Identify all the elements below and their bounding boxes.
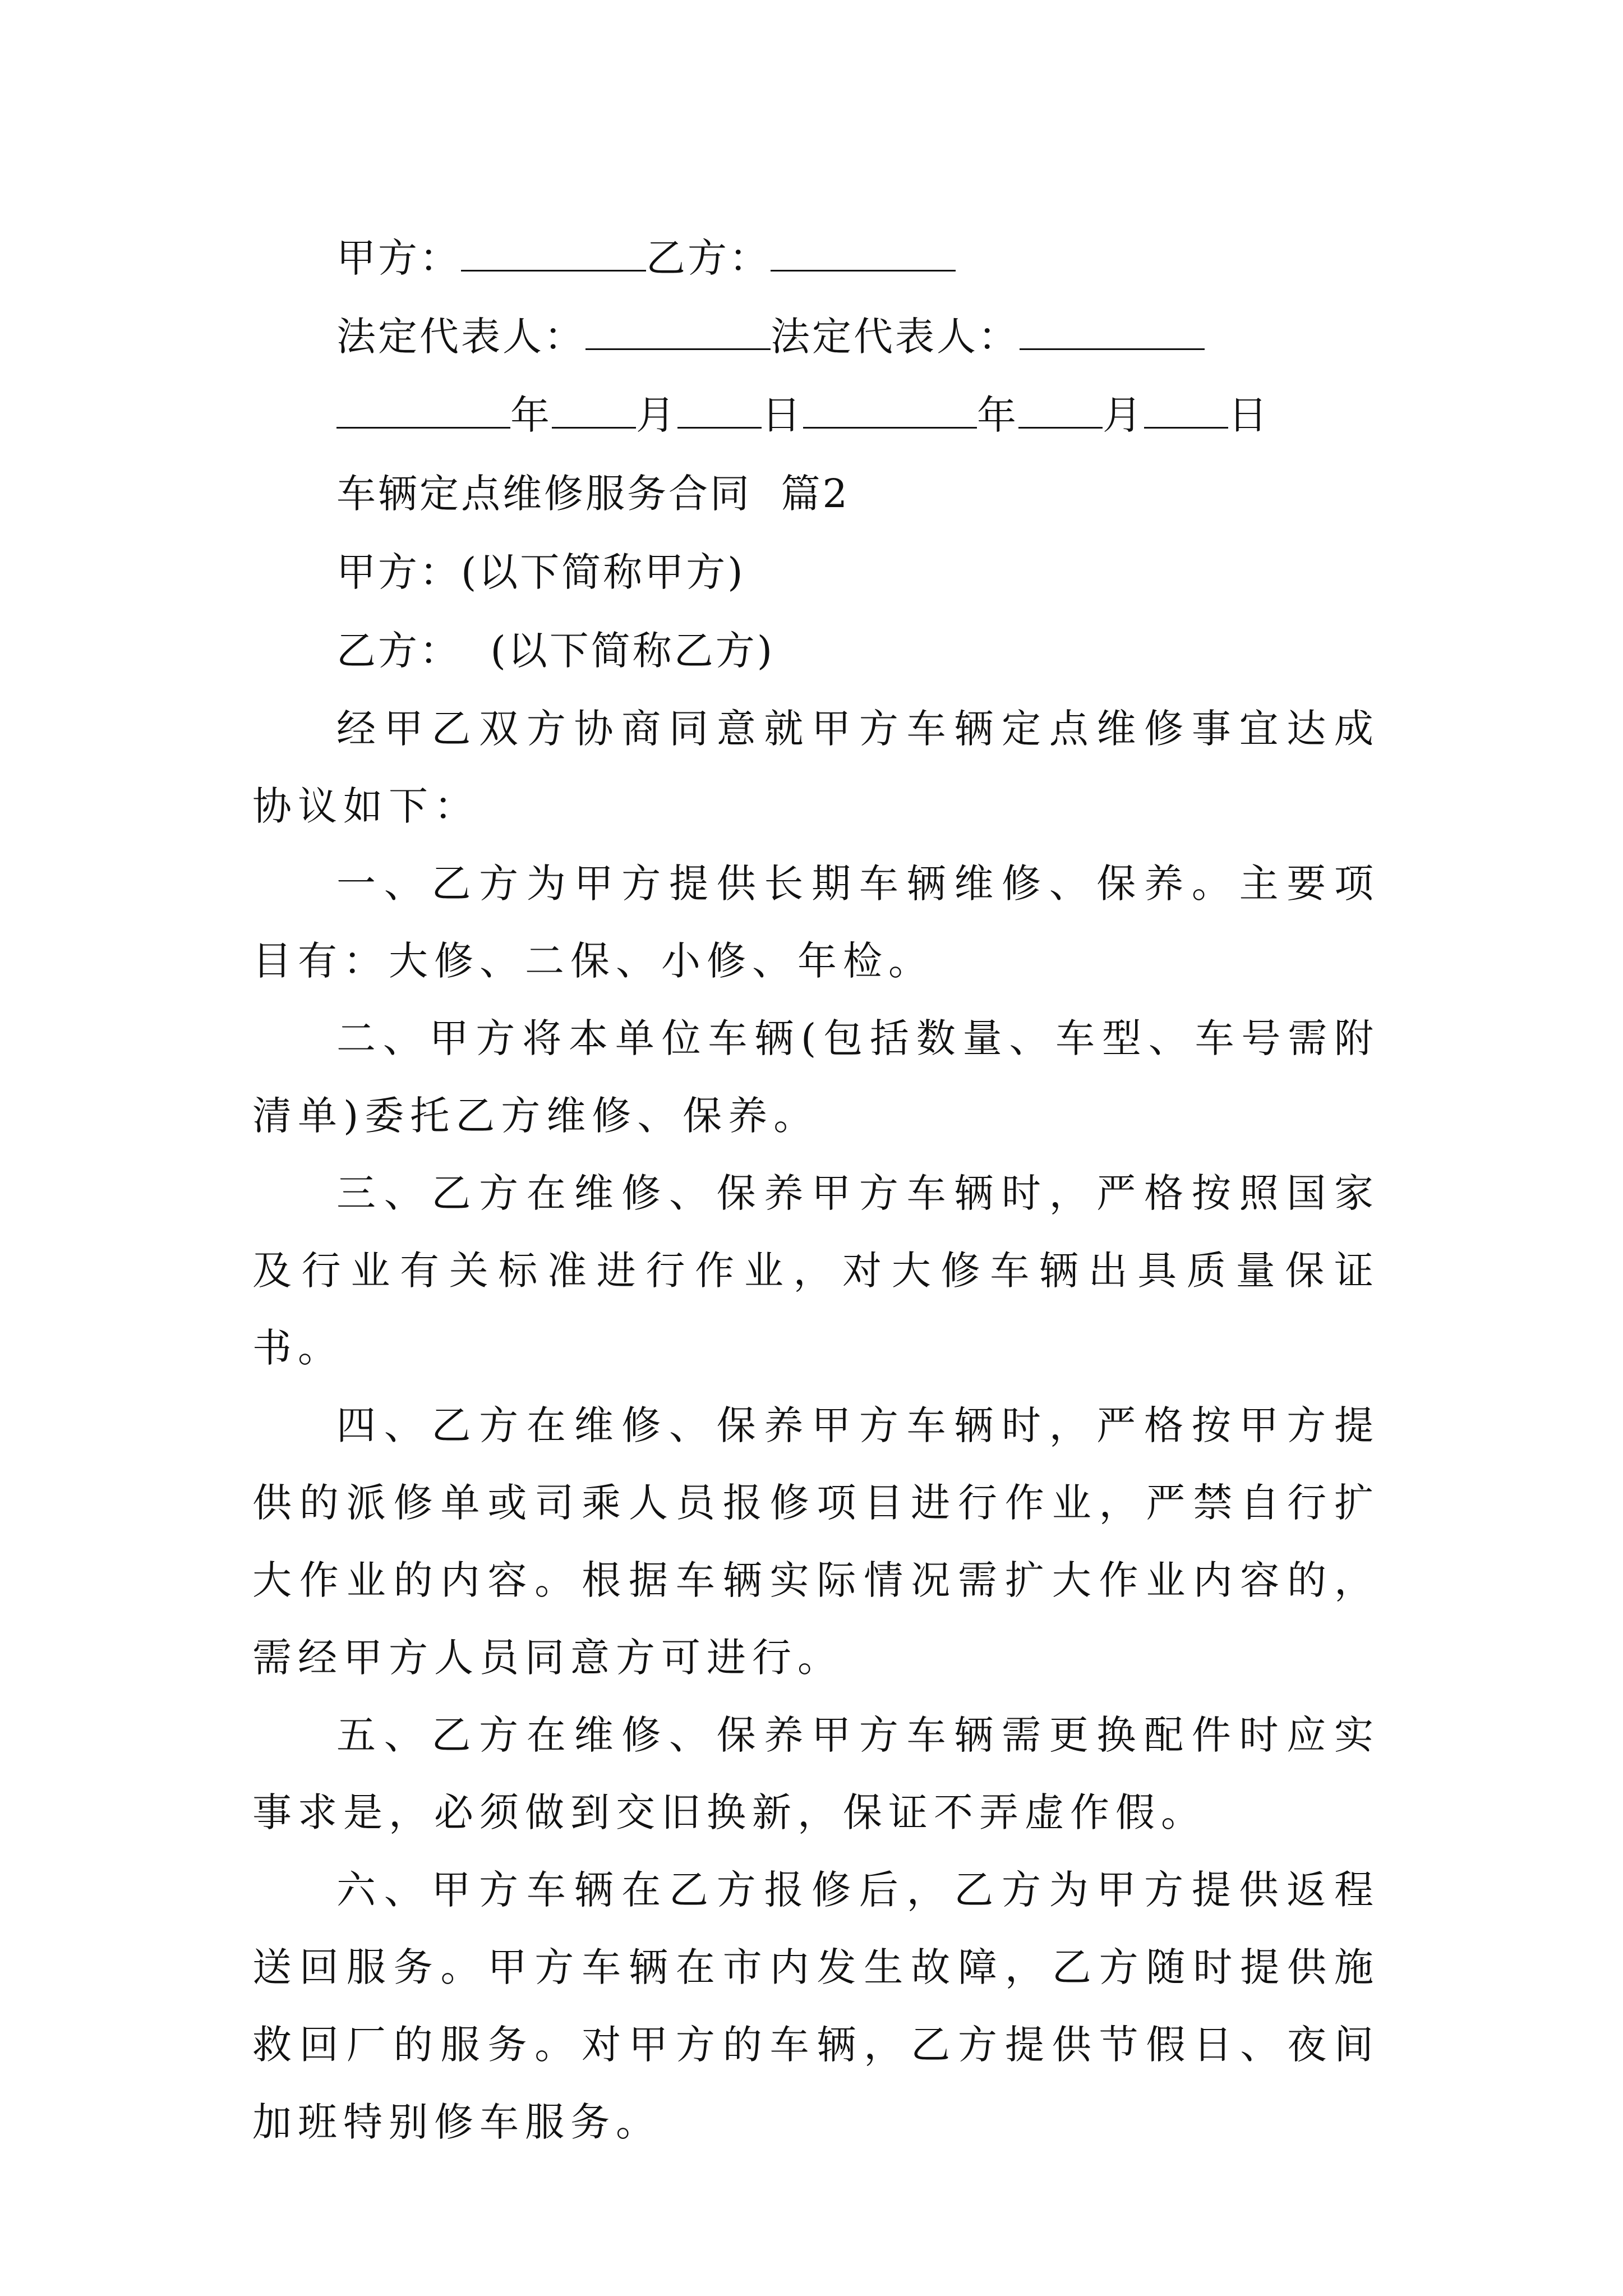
clause-4-paragraph: 四、乙方在维修、保养甲方车辆时，严格按甲方提供的派修单或司乘人员报修项目进行作业，严禁自行扩大作业的内容。根据车辆实际情况需扩大作业内容的，需经甲方人员同意方可进行。	[252, 1402, 1380, 1681]
rep-a-label: 法定代表人：	[336, 314, 585, 360]
signature-rep-row	[252, 297, 1380, 376]
rep-a-blank	[585, 309, 771, 350]
signature-date-row	[252, 376, 1380, 454]
party-b-line: 乙方： (以下简称乙方)	[336, 628, 775, 674]
date-a-day: 日	[762, 392, 803, 438]
date-a-year-blank	[336, 388, 510, 429]
party-b-blank	[771, 231, 956, 272]
intro-paragraph: 经甲乙双方协商同意就甲方车辆定点维修事宜达成协议如下：	[252, 706, 1380, 829]
date-b-year: 年	[977, 392, 1018, 438]
date-b-day: 日	[1228, 392, 1270, 438]
clause-5-paragraph: 五、乙方在维修、保养甲方车辆需更换配件时应实事求是，必须做到交旧换新，保证不弄虚作假。	[252, 1712, 1380, 1835]
date-a-month-blank	[552, 388, 636, 429]
clause-3-paragraph: 三、乙方在维修、保养甲方车辆时，严格按照国家及行业有关标准进行作业，对大修车辆出具质量保证书。	[252, 1170, 1380, 1371]
party-a-label: 甲方：	[336, 235, 461, 281]
party-b-label: 乙方：	[646, 235, 771, 281]
date-a-month: 月	[636, 392, 677, 438]
clause-6-paragraph: 六、甲方车辆在乙方报修后，乙方为甲方提供返程送回服务。甲方车辆在市内发生故障，乙方随时提供施救回厂的服务。对甲方的车辆，乙方提供节假日、夜间加班特别修车服务。	[252, 1867, 1380, 2145]
date-b-month: 月	[1103, 392, 1144, 438]
clause-1-paragraph: 一、乙方为甲方提供长期车辆维修、保养。主要项目有：大修、二保、小修、年检。	[252, 861, 1380, 984]
date-b-month-blank	[1018, 388, 1103, 429]
date-a-day-blank	[677, 388, 762, 429]
section-title: 车辆定点维修服务合同 篇2	[336, 471, 850, 517]
clause-2-paragraph: 二、甲方将本单位车辆(包括数量、车型、车号需附清单)委托乙方维修、保养。	[252, 1015, 1380, 1139]
signature-party-row	[252, 219, 1380, 297]
party-a-blank	[461, 231, 646, 272]
party-a-line: 甲方：(以下简称甲方)	[336, 549, 745, 595]
rep-b-blank	[1020, 309, 1205, 350]
date-a-year: 年	[510, 392, 552, 438]
document-body	[252, 219, 1380, 2161]
date-b-year-blank	[803, 388, 977, 429]
rep-b-label: 法定代表人：	[771, 314, 1020, 360]
date-b-day-blank	[1144, 388, 1228, 429]
